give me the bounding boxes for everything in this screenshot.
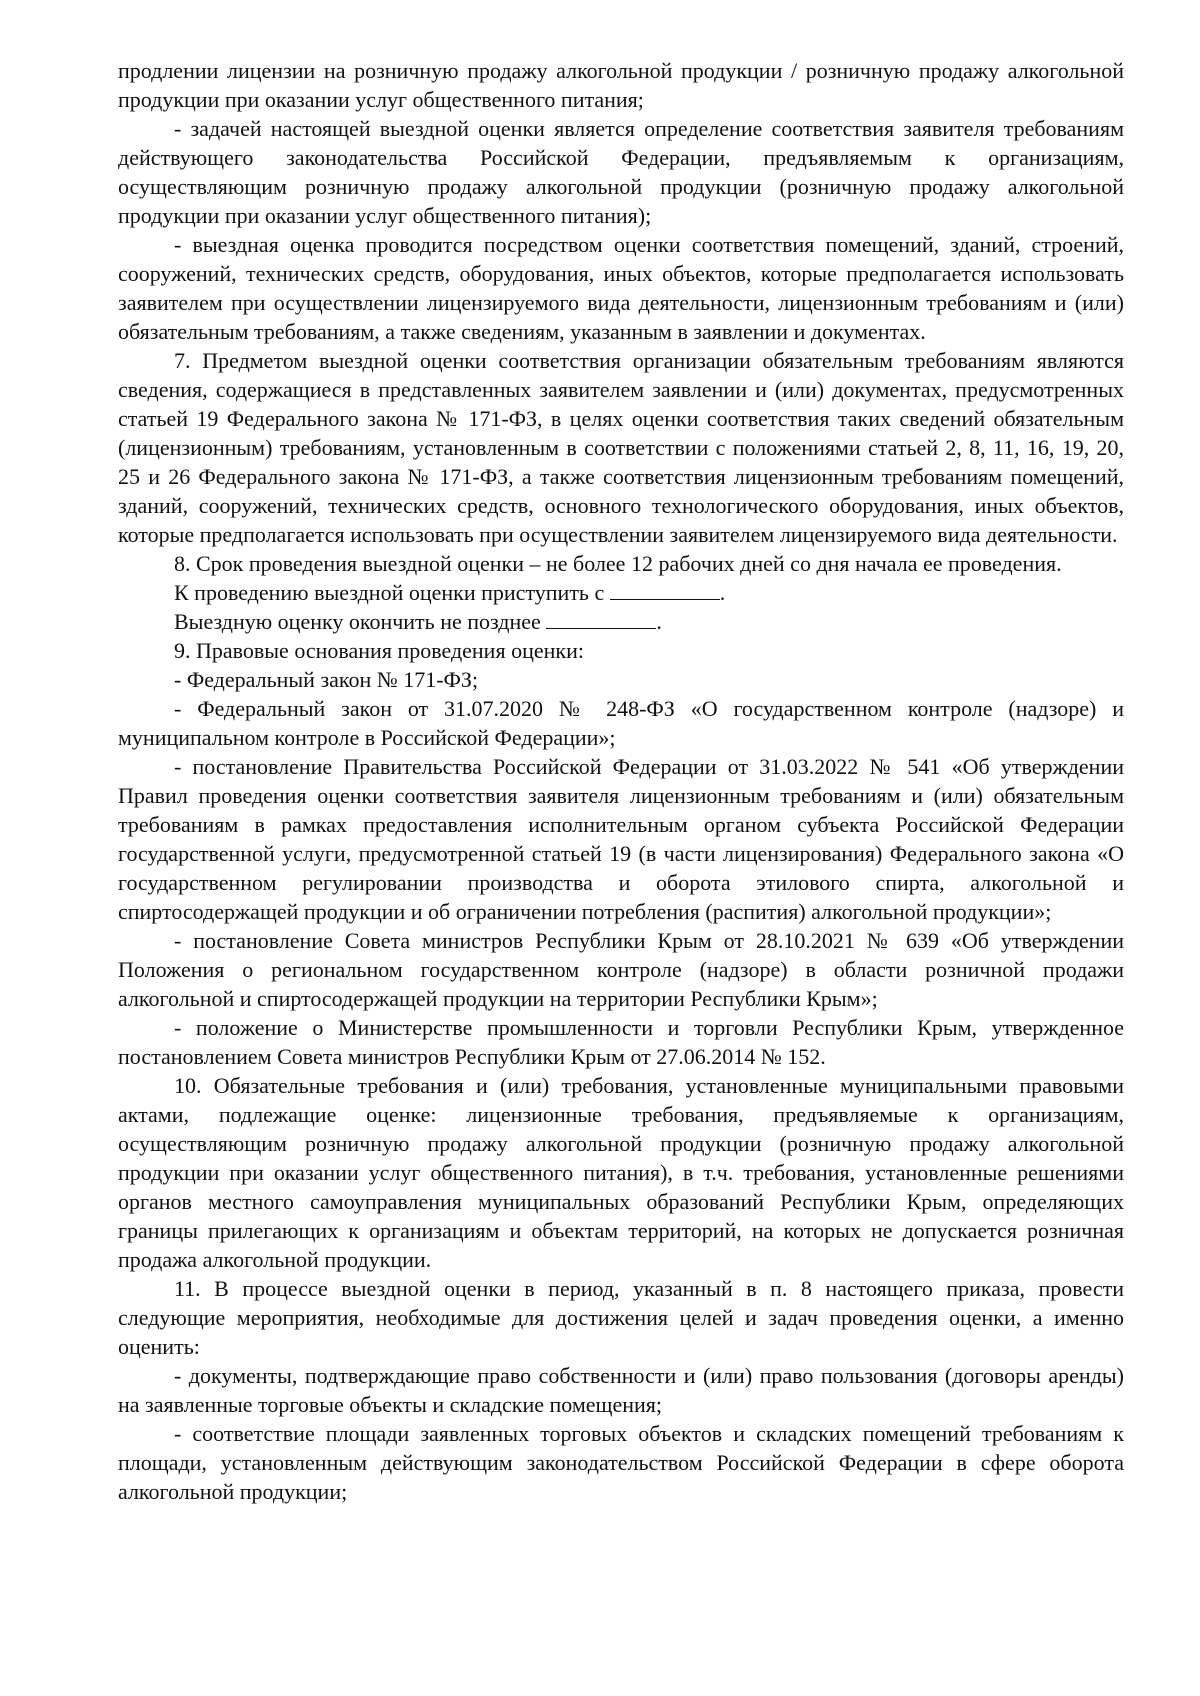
start-date-blank bbox=[610, 581, 720, 600]
paragraph-resolution-541: - постановление Правительства Российской Федерации от 31.03.2022 № 541 «Об утверждении Правил проведения оценки соответствия заявителя лицензионным требованиям и (или) обязательным требованиям в рамках предоставления исполнительным органом субъекта Российской Федерации государственной услуги, предусмотренной статьей 19 (в части лицензирования) Федерального закона «О государственном регулировании производства и оборота этилового спирта, алкогольной и спиртосодержащей продукции и об ограничении потребления (распития) алкогольной продукции»; bbox=[118, 754, 1124, 924]
paragraph-law-248: - Федеральный закон от 31.07.2020 № 248-ФЗ «О государственном контроле (надзоре) и муниципальном контроле в Российской Федерации»; bbox=[118, 696, 1124, 750]
paragraph-10-requirements: 10. Обязательные требования и (или) требования, установленные муниципальными правовыми актами, подлежащие оценке: лицензионные требования, предъявляемые к организациям, осуществляющим розничную продажу алкогольной продукции (розничную продажу алкогольной продукции при оказании услуг общественного питания), в т.ч. требования, установленные решениями органов местного самоуправления муниципальных образований Республики Крым, определяющих границы прилегающих к организациям и объектам территорий, на которых не допускается розничная продажа алкогольной продукции. bbox=[118, 1073, 1124, 1272]
end-date-period: . bbox=[656, 609, 662, 634]
paragraph-start-date bbox=[118, 578, 1124, 607]
paragraph-task: - задачей настоящей выездной оценки является определение соответствия заявителя требованиям действующего законодательства Российской Федерации, предъявляемым к организациям, осуществляющим розничную продажу алкогольной продукции (розничную продажу алкогольной продукции при оказании услуг общественного питания); bbox=[118, 116, 1124, 228]
paragraph-ownership-documents: - документы, подтверждающие право собственности и (или) право пользования (договоры аренды) на заявленные торговые объекты и складские помещения; bbox=[118, 1363, 1124, 1417]
paragraph-assessment-method: - выездная оценка проводится посредством оценки соответствия помещений, зданий, строений, сооружений, технических средств, оборудования, иных объектов, которые предполагается использовать заявителем при осуществлении лицензируемого вида деятельности, лицензионным требованиям и (или) обязательным требованиям, а также сведениям, указанным в заявлении и документах. bbox=[118, 232, 1124, 344]
paragraph-7-subject: 7. Предметом выездной оценки соответствия организации обязательным требованиям являются сведения, содержащиеся в представленных заявителем заявлении и (или) документах, предусмотренных статьей 19 Федерального закона № 171-ФЗ, в целях оценки соответствия таких сведений обязательным (лицензионным) требованиям, установленным в соответствии с положениями статьей 2, 8, 11, 16, 19, 20, 25 и 26 Федерального закона № 171-ФЗ, а также соответствия лицензионным требованиям помещений, зданий, сооружений, технических средств, основного технологического оборудования, иных объектов, которые предполагается использовать при осуществлении заявителем лицензируемого вида деятельности. bbox=[118, 348, 1124, 547]
paragraph-9-legal-basis: 9. Правовые основания проведения оценки: bbox=[174, 638, 584, 663]
paragraph-resolution-639: - постановление Совета министров Республики Крым от 28.10.2021 № 639 «Об утверждении Положения о региональном государственном контроле (надзоре) в области розничной продажи алкогольной и спиртосодержащей продукции на территории Республики Крым»; bbox=[118, 928, 1124, 1011]
paragraph-11-activities: 11. В процессе выездной оценки в период, указанный в п. 8 настоящего приказа, провести следующие мероприятия, необходимые для достижения целей и задач проведения оценки, а именно оценить: bbox=[118, 1276, 1124, 1359]
paragraph-ministry-regulation: - положение о Министерстве промышленности и торговли Республики Крым, утвержденное постановлением Совета министров Республики Крым от 27.06.2014 № 152. bbox=[118, 1015, 1124, 1069]
paragraph-end-date bbox=[118, 607, 1124, 636]
paragraph-intro: продлении лицензии на розничную продажу алкогольной продукции / розничную продажу алкогольной продукции при оказании услуг общественного питания; bbox=[118, 58, 1124, 112]
end-date-blank bbox=[546, 610, 656, 629]
paragraph-area-compliance: - соответствие площади заявленных торговых объектов и складских помещений требованиям к площади, установленным действующим законодательством Российской Федерации в сфере оборота алкогольной продукции; bbox=[118, 1421, 1124, 1504]
start-date-label: К проведению выездной оценки приступить с bbox=[174, 580, 605, 605]
end-date-label: Выездную оценку окончить не позднее bbox=[174, 609, 541, 634]
paragraph-law-171: - Федеральный закон № 171-ФЗ; bbox=[174, 667, 479, 692]
document-page bbox=[118, 56, 1124, 1506]
paragraph-8-term: 8. Срок проведения выездной оценки – не более 12 рабочих дней со дня начала ее проведения. bbox=[174, 551, 1062, 576]
start-date-period: . bbox=[719, 580, 726, 605]
